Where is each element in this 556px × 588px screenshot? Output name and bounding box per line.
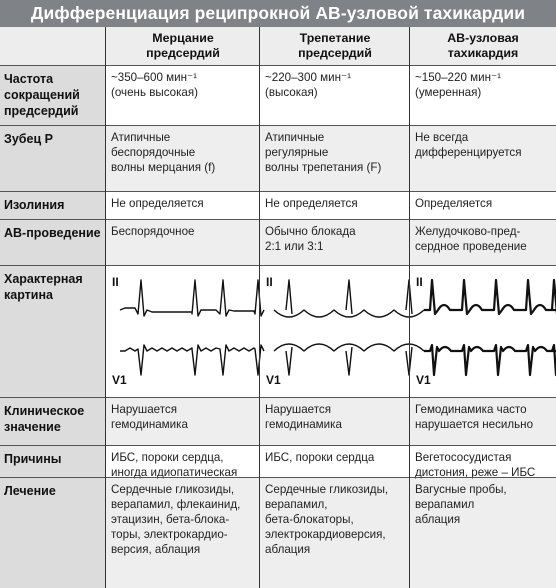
table-cell-line: ИБС, пороки сердца xyxy=(265,451,375,464)
row-label-line: Клиническое xyxy=(4,404,85,418)
row-label xyxy=(4,71,80,119)
table-cell xyxy=(111,450,257,480)
column-header-line: Трепетание xyxy=(299,31,371,45)
table-cell-line: (очень высокая) xyxy=(111,86,198,99)
table-cell xyxy=(415,130,553,160)
row-label-line: Лечение xyxy=(4,484,56,498)
table-cell xyxy=(415,196,553,211)
table-cell-line: Не определяется xyxy=(265,197,358,210)
table-cell xyxy=(265,196,407,211)
table-cell-line: Сердечные гликозиды, xyxy=(111,483,235,496)
label-cell-bg xyxy=(0,27,106,65)
table-cell xyxy=(111,196,257,211)
row-label xyxy=(4,271,83,303)
column-header-line: тахикардия xyxy=(447,46,519,60)
row-label-line: Изолиния xyxy=(4,198,65,212)
ecg-trace-lead-ii xyxy=(274,280,424,317)
ecg-trace-lead-ii xyxy=(120,280,264,316)
table-cell-line: электрокардиоверсия, xyxy=(265,528,386,541)
row-divider xyxy=(0,445,556,446)
table-cell-line: Определяется xyxy=(415,197,493,210)
table-cell-line: беспорядочные xyxy=(111,146,196,159)
table-cell-line: Обычно блокада xyxy=(265,225,356,238)
row-label-line: значение xyxy=(4,420,61,434)
table-cell-line: (высокая) xyxy=(265,86,318,99)
row-label xyxy=(4,197,64,213)
ecg-trace-lead-v1 xyxy=(120,345,264,375)
row-label-line: картина xyxy=(4,288,53,302)
column-header-line: Мерцание xyxy=(152,31,214,45)
table-cell-line: волны мерцания (f) xyxy=(111,161,216,174)
table-cell-line: Нарушается xyxy=(265,403,332,416)
row-label-line: Зубец P xyxy=(4,132,53,146)
table-cell-line: этацизин, бета-блока- xyxy=(111,513,230,526)
ecg-trace-lead-v1 xyxy=(274,344,424,375)
ecg-lead-label-ii: II xyxy=(416,275,423,289)
row-label xyxy=(4,483,56,499)
ecg-lead-label-v1: V1 xyxy=(266,373,281,387)
table-cell-line: аблация xyxy=(265,543,311,556)
table-cell-line: аблация xyxy=(415,513,461,526)
row-label-line: Причины xyxy=(4,452,62,466)
table-cell-line: Вагусные пробы, xyxy=(415,483,507,496)
table-cell-line: Вегетососудистая xyxy=(415,451,512,464)
table-cell xyxy=(265,482,407,557)
column-header xyxy=(410,31,556,61)
table-cell xyxy=(265,450,407,465)
table-cell-line: Желудочково-пред- xyxy=(415,225,521,238)
row-label-line: АВ-проведение xyxy=(4,226,101,240)
table-cell-line: нарушается несильно xyxy=(415,418,534,431)
table-cell-line: Беспорядочное xyxy=(111,225,195,238)
table-cell-line: Атипичные xyxy=(111,131,171,144)
table-cell-line: Атипичные xyxy=(265,131,325,144)
table-cell-line: верапамил, xyxy=(265,498,328,511)
table-cell-line: гемодинамика xyxy=(111,418,188,431)
table-cell-line: регулярные xyxy=(265,146,329,159)
table-title: Дифференциация реципрокной АВ-узловой тахикардии xyxy=(30,3,526,23)
table-cell-line: Не всегда xyxy=(415,131,469,144)
ecg-atrial-flutter xyxy=(274,273,404,393)
row-divider xyxy=(0,191,556,192)
table-cell xyxy=(265,224,407,254)
table-cell-line: 2:1 или 3:1 xyxy=(265,240,324,253)
table-title-bar xyxy=(0,0,556,27)
table-cell xyxy=(111,70,257,100)
comparison-table xyxy=(0,27,556,588)
table-cell-line: ~350–600 мин⁻¹ xyxy=(111,71,197,84)
row-divider xyxy=(0,219,556,220)
table-cell-line: ИБС, пороки сердца, xyxy=(111,451,224,464)
row-divider xyxy=(0,477,556,478)
table-cell xyxy=(111,402,257,432)
table-cell-line: иногда идиопатическая xyxy=(111,466,238,479)
row-label xyxy=(4,131,53,147)
column-divider xyxy=(259,27,260,588)
table-cell-line: верапамил, флекаинид, xyxy=(111,498,241,511)
table-cell-line: версия, аблация xyxy=(111,543,201,556)
table-cell xyxy=(111,130,257,175)
ecg-lead-label-ii: II xyxy=(266,275,273,289)
row-divider xyxy=(0,125,556,126)
ecg-lead-label-v1: V1 xyxy=(416,373,431,387)
table-cell-line: верапамил xyxy=(415,498,475,511)
table-cell-line: ~220–300 мин⁻¹ xyxy=(265,71,351,84)
table-cell xyxy=(265,130,407,175)
ecg-trace-lead-v1 xyxy=(424,345,556,375)
row-label-line: Характерная xyxy=(4,272,83,286)
table-cell xyxy=(265,70,407,100)
table-cell-line: Сердечные гликозиды, xyxy=(265,483,389,496)
table-cell-line: Гемодинамика часто xyxy=(415,403,527,416)
table-cell-line: ~150–220 мин⁻¹ xyxy=(415,71,501,84)
table-cell-line: гемодинамика xyxy=(265,418,342,431)
column-divider xyxy=(105,27,106,588)
table-cell-line: сердное проведение xyxy=(415,240,527,253)
row-label-line: Частота xyxy=(4,72,54,86)
ecg-lead-label-ii: II xyxy=(112,275,119,289)
table-cell xyxy=(111,224,257,239)
column-header xyxy=(260,31,410,61)
column-header-line: АВ-узловая xyxy=(447,31,519,45)
table-cell xyxy=(415,70,553,100)
table-cell-line: дистония, реже – ИБС xyxy=(415,466,536,479)
row-label-line: предсердий xyxy=(4,104,79,118)
column-header-line: предсердий xyxy=(146,46,220,60)
table-cell xyxy=(415,224,553,254)
table-cell-line: дифференцируется xyxy=(415,146,522,159)
ecg-trace-lead-ii xyxy=(424,280,556,314)
ecg-lead-label-v1: V1 xyxy=(112,373,127,387)
row-label-line: сокращений xyxy=(4,88,80,102)
table-cell xyxy=(111,482,257,557)
table-cell-line: волны трепетания (F) xyxy=(265,161,382,174)
table-cell-line: торы, электрокардио- xyxy=(111,528,228,541)
row-divider xyxy=(0,265,556,266)
row-label xyxy=(4,451,61,467)
column-header xyxy=(106,31,260,61)
row-divider xyxy=(0,65,556,66)
table-cell xyxy=(415,402,553,432)
table-cell xyxy=(415,482,553,527)
table-cell-line: (умеренная) xyxy=(415,86,482,99)
table-cell xyxy=(415,450,553,480)
row-divider xyxy=(0,397,556,398)
ecg-av-nodal-tachycardia xyxy=(424,273,550,393)
table-cell xyxy=(265,402,407,432)
column-divider xyxy=(409,27,410,588)
ecg-atrial-fibrillation xyxy=(120,273,254,393)
column-header-line: предсердий xyxy=(298,46,372,60)
row-label xyxy=(4,403,84,435)
table-cell-line: Нарушается xyxy=(111,403,178,416)
table-cell-line: бета-блокаторы, xyxy=(265,513,354,526)
table-cell-line: Не определяется xyxy=(111,197,204,210)
row-label xyxy=(4,225,101,241)
